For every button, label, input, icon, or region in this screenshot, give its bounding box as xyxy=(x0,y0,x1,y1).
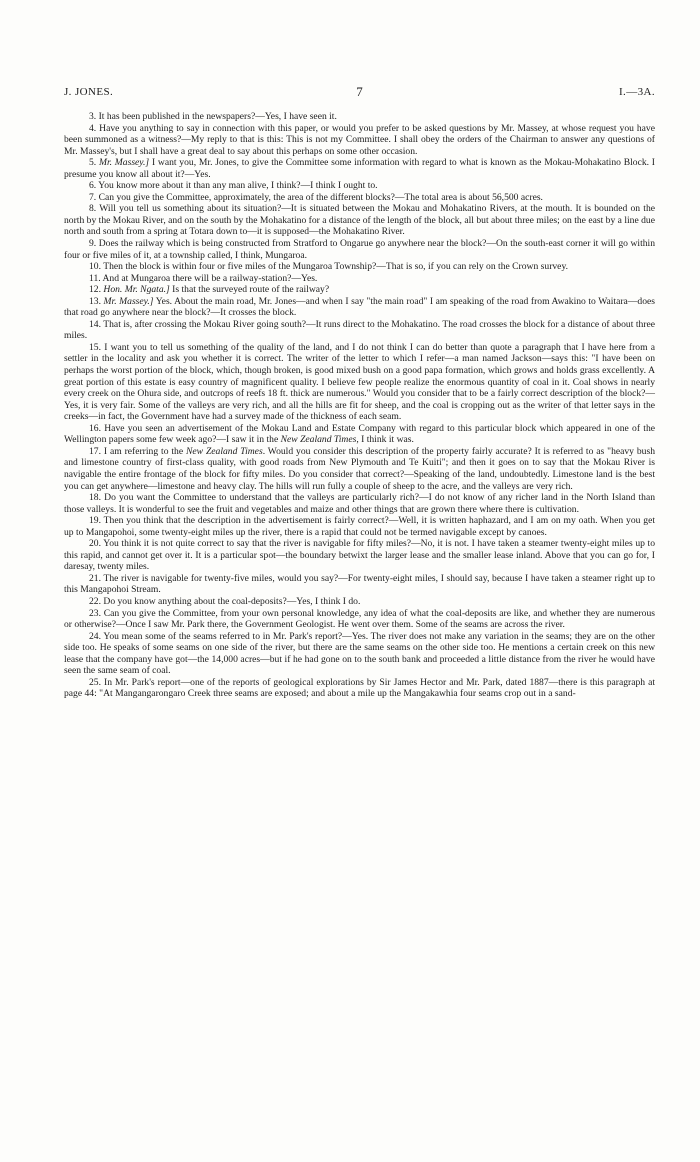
running-header xyxy=(64,86,655,102)
paragraph-4: 4. Have you anything to say in connection with this paper, or would you prefer to be asked questions by Mr. Massey, at whose request you have been summoned as a witness?—My reply to that is this: This is not my Committee. I shall obey the orders of the Chairman to answer any questions of Mr. Massey's, but I shall have a great deal to say about this perhaps on some other occasion. xyxy=(64,122,655,157)
speaker-label: Hon. Mr. Ngata.] xyxy=(103,284,170,296)
paragraph-6: 6. You know more about it than any man alive, I think?—I think I ought to. xyxy=(89,180,378,192)
paragraph-7: 7. Can you give the Committee, approximately, the area of the different blocks?—The total area is about 56,500 acres. xyxy=(89,191,543,203)
speaker-label: Mr. Massey.] xyxy=(98,157,150,169)
header-witness-name: J. JONES. xyxy=(64,86,114,98)
evidence-text xyxy=(64,111,655,700)
header-paper-reference: I.—3A. xyxy=(618,86,655,98)
paragraph-14: 14. That is, after crossing the Mokau River going south?—It runs direct to the Mohakatino. The road crosses the block for a distance of about three miles. xyxy=(64,318,655,342)
paragraph-15: 15. I want you to tell us something of the quality of the land, and I do not think I can do better than quote a paragraph that I have here from a settler in the locality and ask you whether it is correct. The writer of the letter to which I refer—a man named Jackson—says this: "I have been on perhaps the worst portion of the block, which, though broken, is good mixed bush on a good papa formation, which grows and holds grass excellently. A great portion of this estate is easy country of magnificent quality. I believe few people realize the enormous quantity of coal in it. Coal shows in nearly every creek on the Ohura side, and outcrops of reefs 18 ft. thick are numerous." Would you consider that to be a fairly correct description of the block?—Yes, it is very fair. Some of the valleys are very rich, and all the hills are fit for sheep, and the coal is cropping out as the writer of that letter says in the creeks—in fact, the Government have had a survey made of the thickness of each seam. xyxy=(64,341,655,423)
paragraph-5: 5. Mr. Massey.] I want you, Mr. Jones, to give the Committee some information with regard to what is known as the Mokau-Mohakatino Block. I presume you know all about it?—Yes. xyxy=(64,157,655,180)
paragraph-11: 11. And at Mungaroa there will be a railway-station?—Yes. xyxy=(89,272,318,284)
paragraph-8: 8. Will you tell us something about its situation?—It is situated between the Mokau and Mohakatino Rivers, at the mouth. It is bounded on the north by the Mokau River, and on the south by the Mohakatino for a distance of the length of the block, all but about three miles; on the east by a line due north and south from a spring at Totara down to—it is supposed—the Mohakatino River. xyxy=(64,203,655,238)
paragraph-25: 25. In Mr. Park's report—one of the reports of geological explorations by Sir James Hector and Mr. Park, dated 1887—there is this paragraph at page 44: "At Mangangarongaro Creek three seams are exposed; and about a mile up the Mangakawhia four seams crop out in a sand- xyxy=(64,676,655,700)
paragraph-21: 21. The river is navigable for twenty-five miles, would you say?—For twenty-eight miles, I should say, because I have taken a steamer right up to this Mangapohoi Stream. xyxy=(64,572,655,596)
paragraph-22: 22. Do you know anything about the coal-deposits?—Yes, I think I do. xyxy=(89,595,361,607)
paragraph-13: 13. Mr. Massey.] Yes. About the main road, Mr. Jones—and when I say "the main road" I am speaking of the road from Awakino to Waitara—does that road go anywhere near the block?—It crosses the block. xyxy=(64,295,655,319)
paragraph-3: 3. It has been published in the newspapers?—Yes, I have seen it. xyxy=(89,111,337,122)
paragraph-18: 18. Do you want the Committee to understand that the valleys are particularly rich?—I do not know of any richer land in the North Island than those valleys. It is wonderful to see the fruit and vegetables and maize and other things that are grown there where there is cultivation. xyxy=(64,492,655,515)
paragraph-24: 24. You mean some of the seams referred to in Mr. Park's report?—Yes. The river does not make any variation in the seams; they are on the other side too. He speaks of some seams on one side of the river, but there are the same seams on the other side too. He mentions a certain creek on this new lease that the company have got—the 14,000 acres—but if he had gone on to the south bank and proceeded a little distance from the river he would have seen the same seam of coal. xyxy=(64,630,655,677)
paragraph-16: 16. Have you seen an advertisement of the Mokau Land and Estate Company with regard to this particular block which appeared in one of the Wellington papers some few week ago?—I saw it in the New Zealand Times, I think it was. xyxy=(64,422,655,446)
paragraph-12: 12. Hon. Mr. Ngata.] Is that the surveyed route of the railway? xyxy=(89,284,330,296)
paragraph-9: 9. Does the railway which is being constructed from Stratford to Ongarue go anywhere near the block?—On the south-east corner it will go within four or five miles of it, at a township called, I think, Mungaroa. xyxy=(64,238,655,261)
paragraph-20: 20. You think it is not quite correct to say that the river is navigable for fifty miles?—No, it is not. I have taken a steamer twenty-eight miles up to this rapid, and cannot get over it. It is a particular spot—the boundary betwixt the larger lease and the smaller lease inland. Above that you can go for, I daresay, twenty miles. xyxy=(64,538,655,573)
paragraph-17: 17. I am referring to the New Zealand Times. Would you consider this description of the property fairly accurate? It is referred to as "heavy bush and limestone country of first-class quality, with good roads from New Plymouth and Te Kuiti"; and then it goes on to say that the Mokau River is navigable the entire frontage of the block for fifty miles. Do you consider that correct?—Speaking of the land, undoubtedly. Limestone land is the best you can get anywhere—limestone and heavy clay. The hills will run fully a couple of sheep to the acre, and the valleys are very rich. xyxy=(64,445,655,492)
page-number: 7 xyxy=(356,84,363,99)
speaker-label: Mr. Massey.] xyxy=(103,295,154,307)
paragraph-23: 23. Can you give the Committee, from your own personal knowledge, any idea of what the coal-deposits are like, and whether they are numerous or otherwise?—Once I saw Mr. Park there, the Government Geologist. He went over them. Some of the seams are across the river. xyxy=(64,607,655,631)
paragraph-10: 10. Then the block is within four or five miles of the Mungaroa Township?—That is so, if you can rely on the Crown survey. xyxy=(89,261,569,273)
paragraph-19: 19. Then you think that the description in the advertisement is fairly correct?—Well, it is written haphazard, and I am on my oath. When you get up to Mangapohoi, some twenty-eight miles up the river, there is a rapid that could not be termed navigable except by canoes. xyxy=(64,515,655,538)
